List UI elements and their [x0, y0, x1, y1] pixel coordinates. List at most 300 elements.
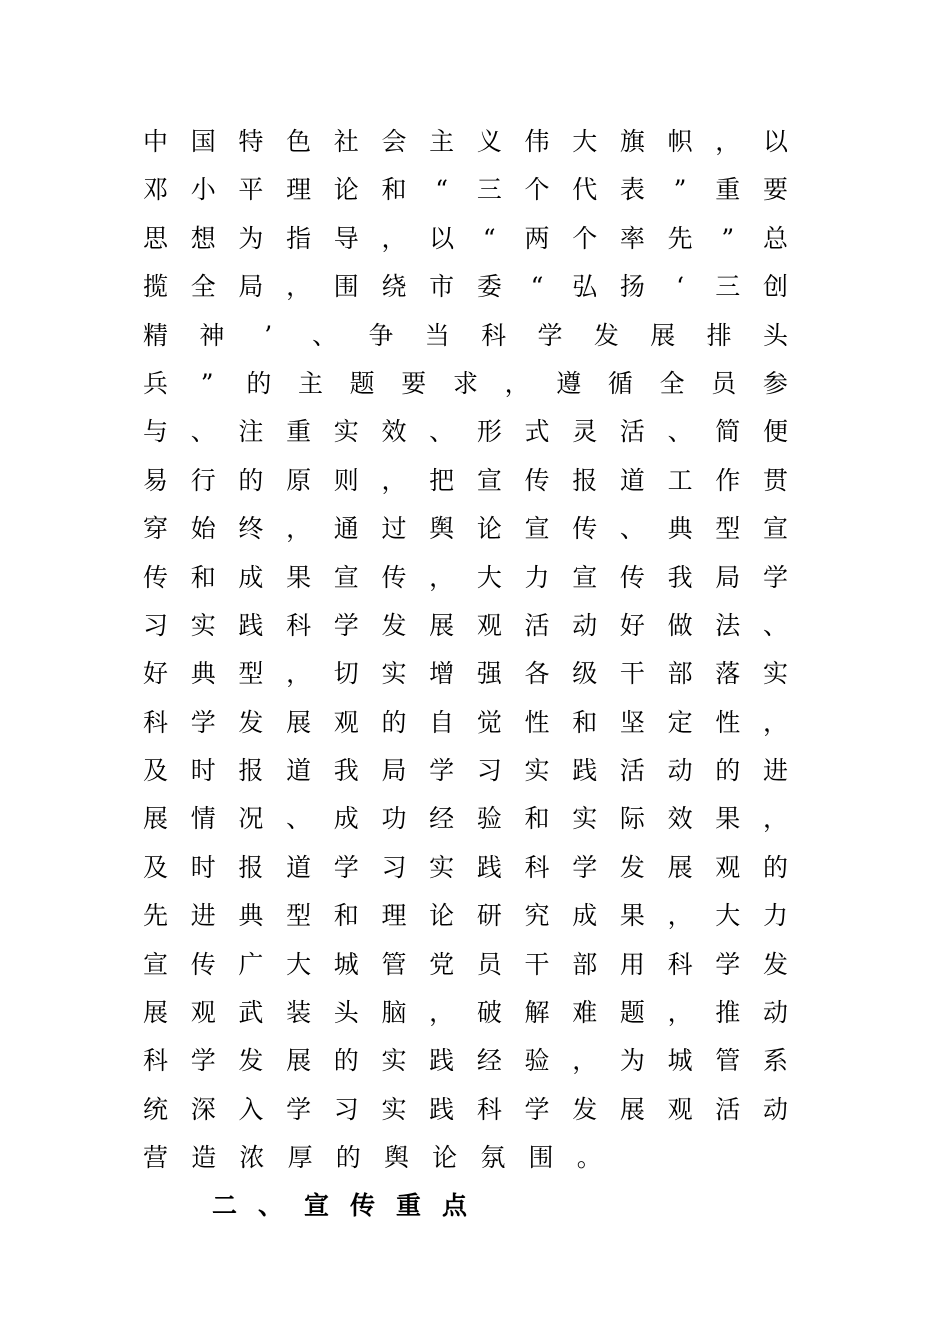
text-char: 动: [572, 610, 598, 640]
text-char: 循: [607, 368, 633, 398]
text-char: 兵: [143, 368, 169, 398]
text-char: 三: [476, 175, 502, 205]
paragraph-line: [143, 267, 788, 315]
text-char: 、: [667, 417, 693, 447]
text-char: 的: [381, 707, 407, 737]
text-char: 实: [381, 659, 407, 689]
text-char: 功: [381, 804, 407, 834]
text-char: ，: [286, 272, 312, 302]
text-char: 传: [619, 562, 645, 592]
text-char: 先: [667, 223, 693, 253]
text-char: 部: [572, 949, 598, 979]
text-char: 大: [286, 949, 312, 979]
text-char: 和: [190, 562, 216, 592]
text-char: 究: [524, 901, 550, 931]
text-char: 践: [572, 756, 598, 786]
text-char: 学: [333, 852, 359, 882]
text-char: 导: [333, 223, 359, 253]
text-char: 工: [667, 465, 693, 495]
section-heading: [212, 1184, 488, 1228]
text-char: 广: [238, 949, 264, 979]
text-char: 展: [286, 1046, 312, 1076]
text-char: 学: [286, 1094, 312, 1124]
text-char: 学: [429, 756, 455, 786]
text-char: 要: [762, 175, 788, 205]
text-char: 。: [576, 1143, 602, 1173]
text-char: 观: [333, 707, 359, 737]
text-char: “: [482, 223, 496, 253]
text-char: 时: [190, 756, 216, 786]
text-char: ，: [667, 998, 693, 1028]
text-char: 创: [762, 272, 788, 302]
paragraph-line: [143, 509, 788, 557]
text-char: 级: [572, 659, 598, 689]
text-char: ，: [572, 1046, 598, 1076]
body-paragraph: [143, 122, 788, 1187]
text-char: 增: [429, 659, 455, 689]
text-char: 扬: [619, 272, 645, 302]
text-char: 城: [333, 949, 359, 979]
text-char: 的: [715, 756, 741, 786]
text-char: 习: [143, 610, 169, 640]
text-char: 好: [619, 610, 645, 640]
text-char: ，: [381, 465, 407, 495]
text-char: 及: [143, 756, 169, 786]
text-char: ，: [715, 127, 741, 156]
text-char: ，: [286, 514, 312, 544]
paragraph-line: [143, 364, 788, 412]
text-char: 装: [286, 998, 312, 1028]
text-char: 活: [524, 610, 550, 640]
paragraph-line: [143, 993, 788, 1041]
paragraph-line: [143, 461, 788, 509]
text-char: 报: [572, 465, 598, 495]
text-char: 发: [238, 1046, 264, 1076]
paragraph-line: [143, 654, 788, 702]
text-char: 揽: [143, 272, 169, 302]
text-char: 观: [190, 998, 216, 1028]
text-char: 表: [619, 175, 645, 205]
text-char: 的: [762, 852, 788, 882]
text-char: 弘: [572, 272, 598, 302]
text-char: 型: [715, 514, 741, 544]
text-char: 践: [429, 1094, 455, 1124]
text-char: 灵: [572, 417, 598, 447]
heading-char: 、: [258, 1191, 284, 1220]
text-char: ，: [429, 562, 455, 592]
text-char: 参: [762, 368, 788, 398]
text-char: 贯: [762, 465, 788, 495]
text-char: 效: [667, 804, 693, 834]
text-char: 造: [191, 1143, 217, 1173]
text-char: 型: [238, 659, 264, 689]
text-char: 破: [476, 998, 502, 1028]
text-char: 通: [333, 514, 359, 544]
paragraph-line: [143, 1041, 788, 1089]
text-char: 管: [715, 1046, 741, 1076]
text-char: 国: [190, 127, 216, 156]
text-char: 学: [715, 949, 741, 979]
text-char: 科: [481, 320, 507, 350]
text-char: 实: [572, 804, 598, 834]
text-char: 注: [238, 417, 264, 447]
text-char: 观: [715, 852, 741, 882]
text-char: 要: [401, 368, 427, 398]
text-char: 成: [572, 901, 598, 931]
text-char: 展: [429, 610, 455, 640]
text-char: 进: [190, 901, 216, 931]
text-char: 我: [667, 562, 693, 592]
text-char: 、: [190, 417, 216, 447]
text-char: 的: [238, 465, 264, 495]
text-char: 展: [286, 707, 312, 737]
text-char: 习: [333, 1094, 359, 1124]
text-char: 为: [619, 1046, 645, 1076]
text-char: 践: [476, 852, 502, 882]
text-char: ，: [429, 998, 455, 1028]
text-char: 典: [667, 514, 693, 544]
text-char: 帜: [667, 127, 693, 156]
text-char: 重: [715, 175, 741, 205]
text-char: 力: [762, 901, 788, 931]
text-char: 动: [762, 1094, 788, 1124]
text-char: 活: [619, 417, 645, 447]
text-char: 论: [432, 1143, 458, 1173]
text-char: ，: [667, 901, 693, 931]
text-char: 宣: [524, 514, 550, 544]
text-char: 学: [524, 1094, 550, 1124]
text-char: 头: [762, 320, 788, 350]
text-char: 实: [381, 1094, 407, 1124]
text-char: 论: [429, 901, 455, 931]
text-char: 及: [143, 852, 169, 882]
text-char: 个: [524, 175, 550, 205]
text-char: 道: [286, 756, 312, 786]
text-char: 难: [572, 998, 598, 1028]
text-char: 学: [762, 562, 788, 592]
text-char: 当: [424, 320, 450, 350]
text-char: 进: [762, 756, 788, 786]
text-char: 活: [715, 1094, 741, 1124]
text-char: 舆: [429, 514, 455, 544]
text-char: 遵: [556, 368, 582, 398]
text-char: 先: [143, 901, 169, 931]
text-char: “: [530, 272, 544, 302]
text-char: 发: [593, 320, 619, 350]
text-char: 伟: [524, 127, 550, 156]
text-char: 时: [190, 852, 216, 882]
text-char: 围: [528, 1143, 554, 1173]
text-char: ，: [381, 223, 407, 253]
text-char: 报: [238, 852, 264, 882]
text-char: 科: [286, 610, 312, 640]
text-char: 排: [706, 320, 732, 350]
text-char: 营: [143, 1143, 169, 1173]
text-char: 展: [667, 852, 693, 882]
text-char: 理: [381, 901, 407, 931]
heading-char: 点: [442, 1191, 468, 1220]
text-char: 学: [572, 852, 598, 882]
text-char: 精: [143, 320, 169, 350]
text-char: 神: [199, 320, 225, 350]
text-char: 小: [190, 175, 216, 205]
text-char: 两: [524, 223, 550, 253]
text-char: 性: [715, 707, 741, 737]
paragraph-line: [143, 945, 788, 993]
text-char: 传: [381, 562, 407, 592]
text-char: 实: [429, 852, 455, 882]
text-char: 学: [537, 320, 563, 350]
paragraph-line: [143, 896, 788, 944]
text-char: 个: [572, 223, 598, 253]
text-char: 际: [619, 804, 645, 834]
text-char: 平: [238, 175, 264, 205]
text-char: 道: [619, 465, 645, 495]
text-char: 传: [572, 514, 598, 544]
text-char: 穿: [143, 514, 169, 544]
text-char: 旗: [619, 127, 645, 156]
text-char: 代: [572, 175, 598, 205]
text-char: 部: [667, 659, 693, 689]
text-char: 和: [381, 175, 407, 205]
text-char: 理: [286, 175, 312, 205]
text-char: 展: [619, 1094, 645, 1124]
heading-char: 二: [212, 1191, 238, 1220]
text-char: 果: [619, 901, 645, 931]
text-char: 舆: [383, 1143, 409, 1173]
heading-char: 传: [350, 1191, 376, 1220]
heading-char: 宣: [304, 1191, 330, 1220]
text-char: 特: [238, 127, 264, 156]
text-char: 宣: [476, 465, 502, 495]
text-char: 自: [429, 707, 455, 737]
text-char: 市: [429, 272, 455, 302]
text-char: 则: [333, 465, 359, 495]
text-char: 局: [381, 756, 407, 786]
paragraph-line: [143, 606, 788, 654]
text-char: 大: [476, 562, 502, 592]
text-char: 员: [711, 368, 737, 398]
paragraph-line: [143, 122, 788, 170]
text-char: 推: [715, 998, 741, 1028]
paragraph-line: [143, 558, 788, 606]
text-char: 情: [190, 804, 216, 834]
text-char: 把: [429, 465, 455, 495]
text-char: 头: [333, 998, 359, 1028]
text-char: 入: [238, 1094, 264, 1124]
text-char: 道: [286, 852, 312, 882]
text-char: 总: [762, 223, 788, 253]
text-char: 简: [715, 417, 741, 447]
text-char: 党: [429, 949, 455, 979]
text-char: 发: [238, 707, 264, 737]
text-char: 报: [238, 756, 264, 786]
text-char: 发: [619, 852, 645, 882]
text-char: 典: [238, 901, 264, 931]
text-char: ，: [286, 659, 312, 689]
text-char: 展: [650, 320, 676, 350]
text-char: 率: [619, 223, 645, 253]
text-char: 展: [143, 998, 169, 1028]
text-char: 行: [190, 465, 216, 495]
text-char: 指: [286, 223, 312, 253]
text-char: 全: [659, 368, 685, 398]
text-char: 法: [715, 610, 741, 640]
text-char: 发: [762, 949, 788, 979]
text-char: 城: [667, 1046, 693, 1076]
text-char: 重: [286, 417, 312, 447]
text-char: 委: [476, 272, 502, 302]
text-char: 题: [619, 998, 645, 1028]
text-char: 色: [286, 127, 312, 156]
text-char: 宣: [572, 562, 598, 592]
paragraph-line: [143, 1138, 788, 1186]
paragraph-line: [143, 170, 788, 218]
text-char: 以: [762, 127, 788, 156]
text-char: 发: [381, 610, 407, 640]
text-char: 论: [476, 514, 502, 544]
text-char: 传: [524, 465, 550, 495]
text-char: 中: [143, 127, 169, 156]
text-char: 求: [452, 368, 478, 398]
text-char: 易: [143, 465, 169, 495]
text-char: 我: [333, 756, 359, 786]
text-char: 与: [143, 417, 169, 447]
text-char: 传: [190, 949, 216, 979]
text-char: 始: [190, 514, 216, 544]
text-char: 传: [143, 562, 169, 592]
text-char: 、: [619, 514, 645, 544]
text-char: 邓: [143, 175, 169, 205]
text-char: 科: [524, 852, 550, 882]
text-char: 解: [524, 998, 550, 1028]
text-char: ，: [762, 804, 788, 834]
text-char: 主: [429, 127, 455, 156]
text-char: 式: [524, 417, 550, 447]
text-char: 习: [381, 852, 407, 882]
text-char: 浓: [239, 1143, 265, 1173]
text-char: 实: [190, 610, 216, 640]
text-char: 果: [286, 562, 312, 592]
text-char: 脑: [381, 998, 407, 1028]
text-char: 学: [190, 1046, 216, 1076]
text-char: 想: [190, 223, 216, 253]
text-char: ”: [721, 223, 735, 253]
text-char: 论: [333, 175, 359, 205]
text-char: 干: [619, 659, 645, 689]
text-char: 终: [238, 514, 264, 544]
text-char: 况: [238, 804, 264, 834]
text-char: 科: [143, 1046, 169, 1076]
paragraph-line: [143, 316, 788, 364]
text-char: 定: [667, 707, 693, 737]
text-char: 和: [572, 707, 598, 737]
text-char: 、: [312, 320, 338, 350]
paragraph-line: [143, 1090, 788, 1138]
text-char: 研: [476, 901, 502, 931]
text-char: 觉: [476, 707, 502, 737]
text-char: 经: [429, 804, 455, 834]
text-char: 切: [333, 659, 359, 689]
text-char: 力: [524, 562, 550, 592]
text-char: 员: [476, 949, 502, 979]
text-char: 全: [190, 272, 216, 302]
text-char: 践: [238, 610, 264, 640]
text-char: 氛: [480, 1143, 506, 1173]
text-char: 思: [143, 223, 169, 253]
text-char: 实: [762, 659, 788, 689]
text-char: 和: [333, 901, 359, 931]
text-char: 成: [238, 562, 264, 592]
text-char: ’: [264, 320, 273, 350]
paragraph-line: [143, 219, 788, 267]
text-char: 形: [476, 417, 502, 447]
paragraph-line: [143, 799, 788, 847]
text-char: 义: [476, 127, 502, 156]
text-char: 大: [715, 901, 741, 931]
text-char: 经: [476, 1046, 502, 1076]
text-char: “: [435, 175, 449, 205]
text-char: 验: [524, 1046, 550, 1076]
text-char: 实: [333, 417, 359, 447]
text-char: ”: [200, 368, 214, 398]
text-char: 主: [297, 368, 323, 398]
text-char: 作: [715, 465, 741, 495]
text-char: 便: [762, 417, 788, 447]
text-char: ，: [762, 707, 788, 737]
text-char: 绕: [381, 272, 407, 302]
text-char: 社: [333, 127, 359, 156]
text-char: 践: [429, 1046, 455, 1076]
text-char: 坚: [619, 707, 645, 737]
text-char: 原: [286, 465, 312, 495]
text-char: 干: [524, 949, 550, 979]
text-char: 题: [349, 368, 375, 398]
text-char: ，: [504, 368, 530, 398]
text-char: 为: [238, 223, 264, 253]
text-char: 宣: [762, 514, 788, 544]
text-char: 活: [619, 756, 645, 786]
text-char: 型: [286, 901, 312, 931]
text-char: ”: [673, 175, 687, 205]
text-char: 三: [715, 272, 741, 302]
paragraph-line: [143, 751, 788, 799]
text-char: 的: [335, 1143, 361, 1173]
text-char: 动: [762, 998, 788, 1028]
text-char: 和: [524, 804, 550, 834]
text-char: 动: [667, 756, 693, 786]
text-char: 各: [524, 659, 550, 689]
text-char: 局: [715, 562, 741, 592]
text-char: 好: [143, 659, 169, 689]
text-char: 果: [715, 804, 741, 834]
text-char: 以: [429, 223, 455, 253]
text-char: ‘: [676, 272, 685, 302]
text-char: 局: [238, 272, 264, 302]
text-char: 实: [381, 1046, 407, 1076]
text-char: 深: [190, 1094, 216, 1124]
text-char: 宣: [333, 562, 359, 592]
text-char: 厚: [287, 1143, 313, 1173]
text-char: 、: [762, 610, 788, 640]
paragraph-line: [143, 848, 788, 896]
text-char: 宣: [143, 949, 169, 979]
text-char: 发: [572, 1094, 598, 1124]
text-char: 武: [238, 998, 264, 1028]
text-char: 科: [476, 1094, 502, 1124]
text-char: 做: [667, 610, 693, 640]
text-char: 成: [333, 804, 359, 834]
